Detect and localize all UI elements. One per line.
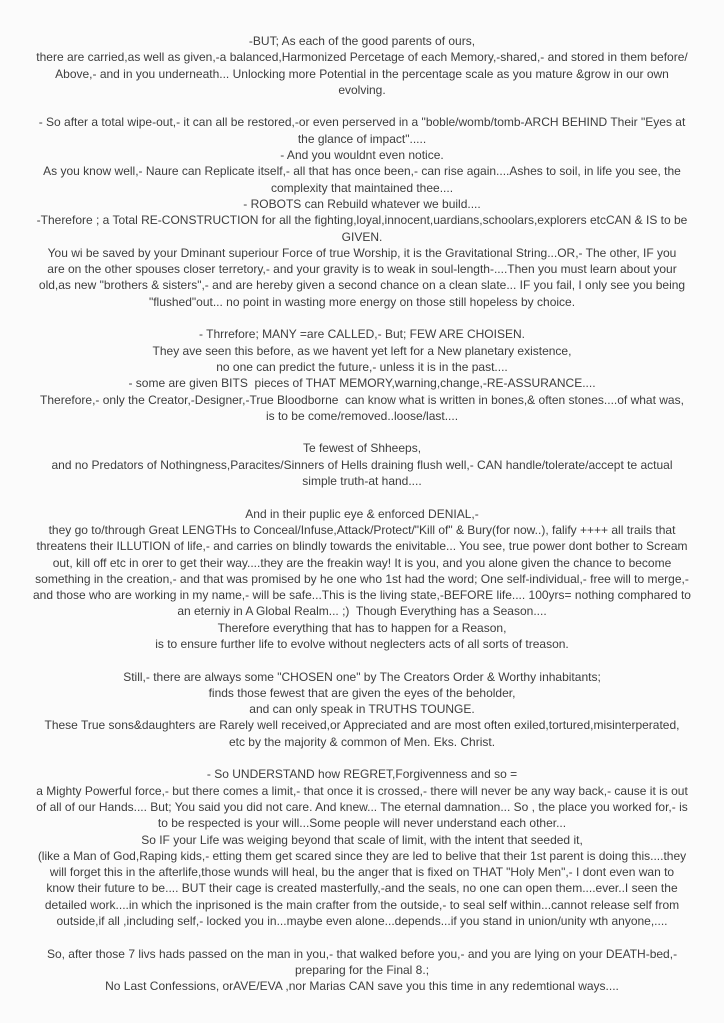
text-line: know their future to be.... BUT their cage is created masterfully,-and the seals, no one can open them....ever..I seen the	[46, 881, 678, 896]
text-line: complexity that maintained thee....	[270, 180, 454, 195]
text-line: and those who are working in my name,- will be safe...This is the living state,-BEFORE life.... 100yrs= nothing comphared to	[33, 588, 691, 603]
text-line: etc by the majority & common of Men. Eks. Christ.	[228, 734, 496, 749]
text-line: an eterniy in A Global Realm... ;) Though Everything has a Season....	[177, 604, 547, 619]
text-line: they go to/through Great LENGTHs to Conceal/Infuse,Attack/Protect/"Kill of" & Bury(for now..), falify ++++ all trails that	[48, 522, 676, 537]
text-line: and no Predators of Nothingness,Paracites/Sinners of Hells draining flush well,- CAN handle/tolerate/accept te actual	[51, 457, 673, 472]
text-line: of all of our Hands.... But; You said you did not care. And knew... The eternal damnation... So , the place you worked for,- is	[36, 799, 688, 814]
text-line: a Mighty Powerful force,- but there comes a limit,- that once it is crossed,- there will never be any way back,- cause it is out	[36, 783, 688, 798]
text-line: GIVEN.	[341, 229, 383, 244]
text-line: preparing for the Final 8.;	[294, 962, 430, 977]
text-line: - So UNDERSTAND how REGRET,Forgivenness and so =	[206, 767, 518, 782]
text-line: evolving.	[338, 82, 386, 97]
text-line: there are carried,as well as given,-a balanced,Harmonized Percetage of each Memory,-shared,- and stored in them before/	[36, 50, 688, 65]
text-line: - Thrrefore; MANY =are CALLED,- But; FEW ARE CHOISEN.	[199, 327, 525, 342]
text-line: out, kill off etc in orer to get their way....they are the freakin way! It is you, and you alone given the chance to become	[52, 555, 672, 570]
text-line: - ROBOTS can Rebuild whatever we build....	[243, 196, 481, 211]
text-line: So IF your Life was weiging beyond that scale of limit, with the intent that seeded it,	[141, 832, 583, 847]
text-line: So, after those 7 livs hads passed on the man in you,- that walked before you,- and you are lying on your DEATH-bed,-	[46, 946, 678, 961]
text-line: and can only speak in TRUTHS TOUNGE.	[249, 702, 475, 717]
text-line: - And you wouldnt even notice.	[280, 148, 444, 163]
text-line: simple truth-at hand....	[302, 474, 422, 489]
text-line: no one can predict the future,- unless it is in the past....	[216, 359, 508, 374]
text-line: "flushed"out... no point in wasting more energy on those still hopeless by choice.	[148, 294, 576, 309]
text-line: outside,if all ,including self,- locked you in...maybe even alone...depends...if you stand in union/unity wth anyone,....	[56, 914, 668, 929]
paragraph	[8, 506, 716, 653]
paragraph	[8, 33, 716, 98]
text-line: Therefore everything that has to happen for a Reason,	[217, 620, 507, 635]
text-line: Therefore,- only the Creator,-Designer,-True Bloodborne can know what is written in bones,& often stones....of what was,	[40, 392, 684, 407]
paragraph	[8, 669, 716, 750]
text-line: And in their puplic eye & enforced DENIAL,-	[245, 506, 479, 521]
paragraph	[8, 440, 716, 489]
text-line: You wi be saved by your Dminant superiour Force of true Worship, it is the Gravitational String...OR,- The other, IF you	[47, 245, 677, 260]
text-line: will forget this in the afterlife,those wunds will heal, bu the anger that is fixed on THAT "Holy Men",- I dont even wan to	[49, 865, 675, 880]
text-line: Above,- and in you underneath... Unlocking more Potential in the percentage scale as you mature &grow in our own	[55, 66, 669, 81]
text-line: -BUT; As each of the good parents of ours,	[248, 34, 476, 48]
text-line: (like a Man of God,Raping kids,- etting them get scared since they are led to belive that their 1st parent is doing this....they	[37, 848, 687, 863]
paragraph	[8, 766, 716, 929]
text-line: threatens their ILLUTION of life,- and carries on blindly towards the enivitable... You see, true power dont bother to Scream	[36, 539, 688, 554]
text-line: finds those fewest that are given the eyes of the beholder,	[208, 685, 516, 700]
text-line: detailed work....in which the inprisoned is the main crafter from the outside,- to seal self within...cannot release self from	[44, 897, 680, 912]
paragraph	[8, 114, 716, 310]
text-line: old,as new "brothers & sisters",- and are hereby given a second chance on a clean slate... IF you fail, I only see you being	[38, 278, 686, 293]
text-line: something in the creation,- and that was promised by he one who 1st had the word; One self-individual,- free will to merge,-	[35, 571, 689, 586]
paragraph	[8, 946, 716, 995]
text-line: are on the other spouses closer terretory,- and your gravity is to weak in soul-length-....Then you must learn about your	[47, 262, 677, 277]
text-line: As you know well,- Naure can Replicate itself,- all that has once been,- can rise again....Ashes to soil, in life you see, the	[43, 164, 681, 179]
text-line: Still,- there are always some "CHOSEN one" by The Creators Order & Worthy inhabitants;	[123, 669, 601, 684]
text-line: is to be come/removed..loose/last....	[265, 408, 459, 423]
text-line: - some are given BITS pieces of THAT MEMORY,warning,change,-RE-ASSURANCE....	[128, 376, 596, 391]
text-line: No Last Confessions, orAVE/EVA ,nor Marias CAN save you this time in any redemtional ways....	[105, 979, 619, 994]
paragraph	[8, 326, 716, 424]
text-line: is to ensure further life to evolve without neglecters acts of all sorts of treason.	[155, 636, 569, 651]
text-line: to be respected is your will...Some people will never understand each other...	[157, 816, 567, 831]
text-line: They ave seen this before, as we havent yet left for a New planetary existence,	[152, 343, 572, 358]
text-line: the glance of impact".....	[297, 131, 427, 146]
text-line: These True sons&daughters are Rarely well received,or Appreciated and are most often exiled,tortured,misinterperated,	[44, 718, 680, 733]
text-line: -Therefore ; a Total RE-CONSTRUCTION for all the fighting,loyal,innocent,uardians,schoolars,explorers etcCAN & IS to be	[36, 213, 688, 228]
text-line: - So after a total wipe-out,- it can all be restored,-or even perserved in a "boble/womb/tomb-ARCH BEHIND Their "Eyes at	[38, 115, 686, 130]
text-line: Te fewest of Shheeps,	[302, 441, 422, 456]
